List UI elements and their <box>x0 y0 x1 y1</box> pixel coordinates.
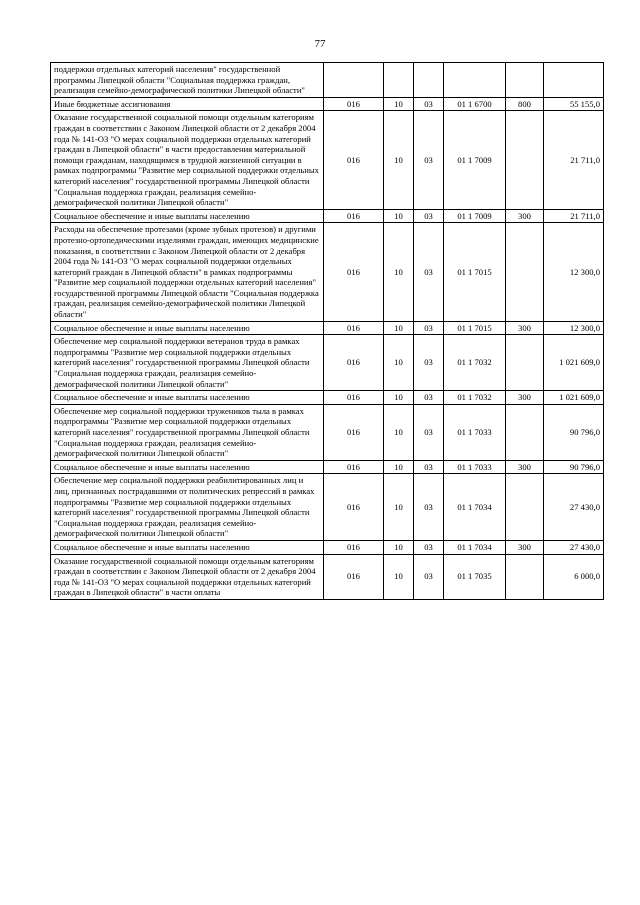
amount-cell: 21 711,0 <box>544 209 604 223</box>
ministry-code-cell: 016 <box>324 391 384 405</box>
target-article-cell: 01 1 7009 <box>444 111 506 209</box>
budget-table <box>50 62 604 600</box>
table-row <box>51 391 604 405</box>
section-code-cell: 10 <box>384 223 414 321</box>
ministry-code-cell: 016 <box>324 460 384 474</box>
target-article-cell: 01 1 6700 <box>444 97 506 111</box>
amount-cell: 55 155,0 <box>544 97 604 111</box>
table-row <box>51 223 604 321</box>
expense-type-cell <box>506 223 544 321</box>
ministry-code-cell: 016 <box>324 97 384 111</box>
target-article-cell: 01 1 7035 <box>444 554 506 599</box>
target-article-cell: 01 1 7034 <box>444 474 506 541</box>
description-cell: Социальное обеспечение и иные выплаты населению <box>51 321 324 335</box>
table-row <box>51 97 604 111</box>
table-row <box>51 540 604 554</box>
amount-cell: 90 796,0 <box>544 460 604 474</box>
description-cell: Обеспечение мер социальной поддержки ветеранов труда в рамках подпрограммы "Развитие мер социальной поддержки отдельных категорий населения" государственной программы Липецкой области "Социальная поддержка граждан, реализация семейно-демографической политики Липецкой области" <box>51 335 324 391</box>
description-cell: Оказание государственной социальной помощи отдельным категориям граждан в соответствии с Законом Липецкой области от 2 декабря 2004 года № 141-ОЗ "О мерах социальной поддержки отдельных категорий граждан в Липецкой области" в части предоставления материальной помощи гражданам, находящимся в трудной жизненной ситуации в рамках подпрограммы "Развитие мер социальной поддержки отдельных категорий населения" государственной программы Липецкой области "Социальная поддержка граждан, реализация семейно-демографической политики Липецкой области" <box>51 111 324 209</box>
expense-type-cell: 300 <box>506 460 544 474</box>
expense-type-cell <box>506 554 544 599</box>
description-cell: Иные бюджетные ассигнования <box>51 97 324 111</box>
description-cell: Обеспечение мер социальной поддержки тружеников тыла в рамках подпрограммы "Развитие мер социальной поддержки отдельных категорий населения" государственной программы Липецкой области "Социальная поддержка граждан, реализация семейно-демографической политики Липецкой области" <box>51 404 324 460</box>
ministry-code-cell: 016 <box>324 111 384 209</box>
subsection-code-cell: 03 <box>414 97 444 111</box>
target-article-cell: 01 1 7032 <box>444 335 506 391</box>
ministry-code-cell: 016 <box>324 404 384 460</box>
amount-cell: 27 430,0 <box>544 540 604 554</box>
table-row <box>51 404 604 460</box>
amount-cell: 12 300,0 <box>544 321 604 335</box>
ministry-code-cell: 016 <box>324 554 384 599</box>
table-row <box>51 335 604 391</box>
ministry-code-cell: 016 <box>324 474 384 541</box>
subsection-code-cell: 03 <box>414 111 444 209</box>
expense-type-cell <box>506 111 544 209</box>
section-code-cell: 10 <box>384 209 414 223</box>
table-row <box>51 460 604 474</box>
subsection-code-cell: 03 <box>414 209 444 223</box>
target-article-cell: 01 1 7033 <box>444 404 506 460</box>
subsection-code-cell: 03 <box>414 460 444 474</box>
subsection-code-cell: 03 <box>414 321 444 335</box>
target-article-cell: 01 1 7009 <box>444 209 506 223</box>
description-cell: поддержки отдельных категорий населения" государственной программы Липецкой области "Социальная поддержка граждан, реализация семейно-демографической политики Липецкой области" <box>51 63 324 98</box>
amount-cell: 21 711,0 <box>544 111 604 209</box>
ministry-code-cell: 016 <box>324 321 384 335</box>
section-code-cell: 10 <box>384 540 414 554</box>
amount-cell: 12 300,0 <box>544 223 604 321</box>
amount-cell: 27 430,0 <box>544 474 604 541</box>
description-cell: Социальное обеспечение и иные выплаты населению <box>51 540 324 554</box>
target-article-cell: 01 1 7034 <box>444 540 506 554</box>
target-article-cell <box>444 63 506 98</box>
section-code-cell: 10 <box>384 97 414 111</box>
description-cell: Обеспечение мер социальной поддержки реабилитированных лиц и лиц, признанных пострадавшими от политических репрессий в рамках подпрограммы "Развитие мер социальной поддержки отдельных категорий населения" государственной программы Липецкой области "Социальная поддержка граждан, реализация семейно-демографической политики Липецкой области" <box>51 474 324 541</box>
description-cell: Социальное обеспечение и иные выплаты населению <box>51 209 324 223</box>
table-row <box>51 474 604 541</box>
ministry-code-cell: 016 <box>324 335 384 391</box>
page-number: 77 <box>314 38 326 50</box>
ministry-code-cell <box>324 63 384 98</box>
expense-type-cell <box>506 474 544 541</box>
section-code-cell: 10 <box>384 554 414 599</box>
expense-type-cell <box>506 404 544 460</box>
section-code-cell: 10 <box>384 474 414 541</box>
expense-type-cell: 300 <box>506 540 544 554</box>
table-row <box>51 63 604 98</box>
section-code-cell: 10 <box>384 460 414 474</box>
ministry-code-cell: 016 <box>324 540 384 554</box>
description-cell: Оказание государственной социальной помощи отдельным категориям граждан в соответствии с Законом Липецкой области от 2 декабря 2004 года № 141-ОЗ "О мерах социальной поддержки отдельных категорий граждан в Липецкой области" в части оплаты <box>51 554 324 599</box>
subsection-code-cell: 03 <box>414 335 444 391</box>
target-article-cell: 01 1 7015 <box>444 321 506 335</box>
section-code-cell: 10 <box>384 404 414 460</box>
expense-type-cell: 300 <box>506 321 544 335</box>
table-row <box>51 209 604 223</box>
target-article-cell: 01 1 7033 <box>444 460 506 474</box>
ministry-code-cell: 016 <box>324 223 384 321</box>
amount-cell: 6 000,0 <box>544 554 604 599</box>
subsection-code-cell: 03 <box>414 404 444 460</box>
amount-cell: 1 021 609,0 <box>544 335 604 391</box>
section-code-cell <box>384 63 414 98</box>
amount-cell: 1 021 609,0 <box>544 391 604 405</box>
subsection-code-cell: 03 <box>414 474 444 541</box>
description-cell: Расходы на обеспечение протезами (кроме зубных протезов) и другими протезно-ортопедическими изделиями граждан, имеющих медицинские показания, в соответствии с Законом Липецкой области от 2 декабря 2004 года № 141-ОЗ "О мерах социальной поддержки отдельных категорий граждан в Липецкой области" в рамках подпрограммы "Развитие мер социальной поддержки отдельных категорий населения" государственной программы Липецкой области "Социальная поддержка граждан, реализация семейно-демографической политики Липецкой области" <box>51 223 324 321</box>
amount-cell <box>544 63 604 98</box>
section-code-cell: 10 <box>384 111 414 209</box>
expense-type-cell: 300 <box>506 209 544 223</box>
subsection-code-cell <box>414 63 444 98</box>
expense-type-cell: 300 <box>506 391 544 405</box>
description-cell: Социальное обеспечение и иные выплаты населению <box>51 460 324 474</box>
expense-type-cell <box>506 335 544 391</box>
target-article-cell: 01 1 7015 <box>444 223 506 321</box>
table-row <box>51 111 604 209</box>
expense-type-cell: 800 <box>506 97 544 111</box>
subsection-code-cell: 03 <box>414 554 444 599</box>
section-code-cell: 10 <box>384 321 414 335</box>
target-article-cell: 01 1 7032 <box>444 391 506 405</box>
expense-type-cell <box>506 63 544 98</box>
section-code-cell: 10 <box>384 391 414 405</box>
subsection-code-cell: 03 <box>414 223 444 321</box>
subsection-code-cell: 03 <box>414 540 444 554</box>
description-cell: Социальное обеспечение и иные выплаты населению <box>51 391 324 405</box>
table-row <box>51 321 604 335</box>
subsection-code-cell: 03 <box>414 391 444 405</box>
amount-cell: 90 796,0 <box>544 404 604 460</box>
ministry-code-cell: 016 <box>324 209 384 223</box>
table-row <box>51 554 604 599</box>
section-code-cell: 10 <box>384 335 414 391</box>
